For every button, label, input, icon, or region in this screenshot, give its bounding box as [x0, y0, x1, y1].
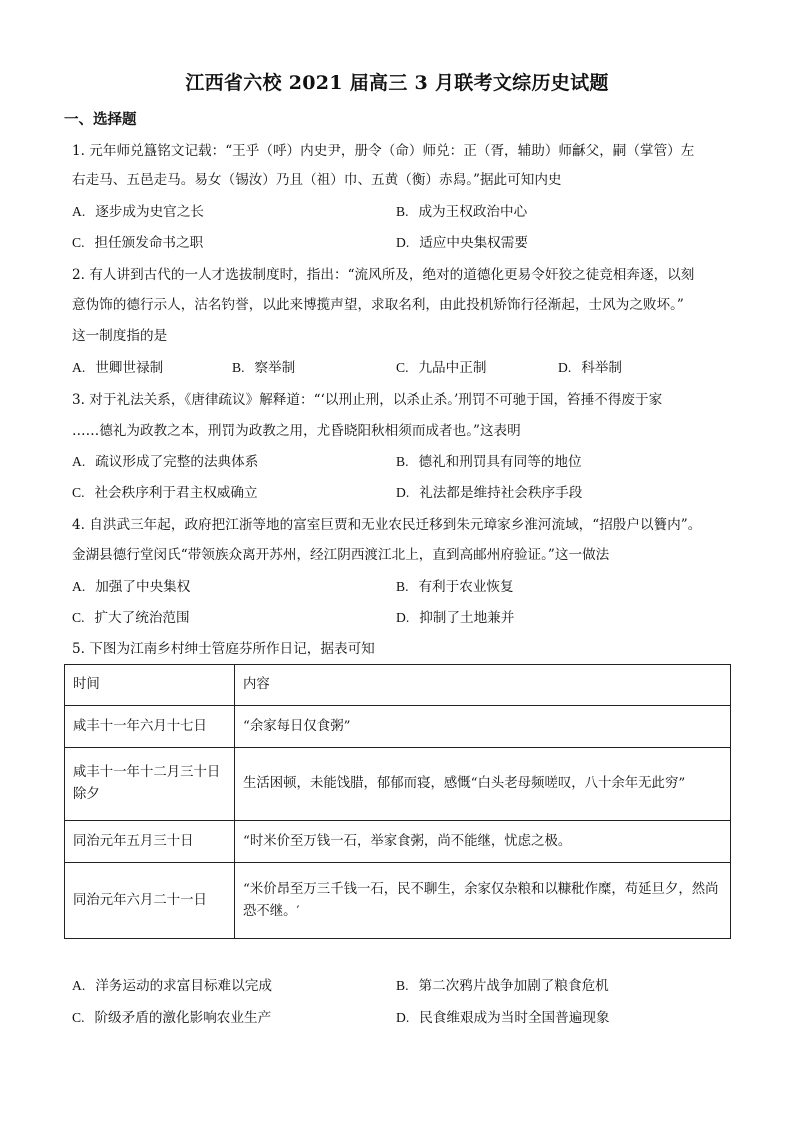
option-text: 德礼和刑罚具有同等的地位 [418, 454, 582, 470]
question-2-option-d[interactable] [558, 358, 622, 378]
question-1-option-c[interactable] [72, 233, 203, 253]
question-5-option-b[interactable] [396, 976, 609, 996]
option-letter: C. [72, 610, 85, 625]
option-text: 第二次鸦片战争加剧了粮食危机 [418, 978, 609, 994]
option-text: 适应中央集权需要 [419, 235, 528, 251]
question-5-option-d[interactable] [396, 1008, 610, 1028]
table-header-row [65, 665, 731, 706]
option-letter: C. [396, 360, 409, 375]
question-1-line-1: 1. 元年师兑簋铭文记载：“王乎（呼）内史尹，册令（命）师兑：正（胥，辅助）师龢父，嗣（掌管）左 [72, 143, 695, 159]
option-letter: A. [72, 360, 86, 375]
question-2-line-1: 2. 有人讲到古代的一人才选拔制度时，指出：“流风所及，绝对的道德化更易令奸狡之徒竞相奔逐，以刻 [72, 267, 695, 283]
table-cell-time [65, 748, 235, 821]
option-letter: B. [232, 360, 245, 375]
question-5-option-c[interactable] [72, 1008, 271, 1028]
question-3-option-b[interactable] [396, 452, 582, 472]
option-letter: A. [72, 454, 86, 469]
question-2-option-c[interactable] [396, 358, 486, 378]
table-cell-time: 同治元年六月二十一日 [65, 863, 235, 939]
option-text: 扩大了统治范围 [94, 610, 190, 626]
option-text: 加强了中央集权 [95, 579, 191, 595]
question-2-line-3: 这一制度指的是 [72, 328, 168, 344]
table-cell-time: 咸丰十一年六月十七日 [65, 706, 235, 748]
option-text: 疏议形成了完整的法典体系 [95, 454, 259, 470]
option-letter: D. [396, 610, 410, 625]
option-text: 民食维艰成为当时全国普遍现象 [419, 1010, 610, 1026]
option-text: 世卿世禄制 [95, 360, 164, 376]
option-letter: A. [72, 978, 86, 993]
table-header-time: 时间 [65, 665, 235, 706]
question-1-option-b[interactable] [396, 202, 527, 222]
section-heading: 一、选择题 [64, 111, 137, 128]
question-2-line-2: 意伪饰的德行示人，沽名钓誉，以此来博揽声望，求取名利，由此投机矫饰行径渐起，士风为之败坏。” [72, 297, 684, 313]
option-letter: D. [396, 235, 410, 250]
option-text: 逐步成为史官之长 [95, 204, 204, 220]
table-cell-content [235, 863, 731, 939]
option-letter: B. [396, 978, 409, 993]
table-row [65, 821, 731, 863]
table-cell-time-text: 咸丰十一年十二月三十日除夕 [73, 765, 221, 802]
table-cell-content-text: 生活困顿，未能饯腊，郁郁而寝，感慨“白头老母频嗟叹，八十余年无此穷” [243, 776, 686, 791]
table-row [65, 748, 731, 821]
option-letter: C. [72, 235, 85, 250]
option-text: 有利于农业恢复 [418, 579, 514, 595]
question-3-line-1: 3. 对于礼法关系，《唐律疏议》解释道：“‘以刑止刑，以杀止杀。’刑罚不可驰于国，笞捶不得废于家 [72, 392, 663, 408]
table-cell-content: “时米价至万钱一石，举家食粥，尚不能继，忧虑之极。 [235, 821, 731, 863]
question-1-option-d[interactable] [396, 233, 528, 253]
option-text: 九品中正制 [418, 360, 487, 376]
question-4-option-c[interactable] [72, 608, 190, 628]
table-row [65, 863, 731, 939]
question-4-line-2: 金湖县德行堂闵氏“带领族众离开苏州，经江阴西渡江北上，直到高邮州府验证。”这一做法 [72, 547, 610, 563]
question-4-option-b[interactable] [396, 577, 514, 597]
question-1-option-a[interactable] [72, 202, 204, 222]
option-text: 科举制 [581, 360, 622, 376]
option-letter: B. [396, 454, 409, 469]
page-title: 江西省六校 2021 届高三 3 月联考文综历史试题 [185, 72, 609, 94]
question-3-option-d[interactable] [396, 483, 582, 503]
question-2-option-a[interactable] [72, 358, 163, 378]
question-1-line-2: 右走马、五邑走马。易女（锡汝）乃且（祖）巾、五黄（衡）赤舄。”据此可知内史 [72, 172, 562, 188]
option-letter: D. [396, 485, 410, 500]
question-4-option-d[interactable] [396, 608, 514, 628]
table-row [65, 706, 731, 748]
option-letter: D. [558, 360, 572, 375]
question-3-option-a[interactable] [72, 452, 258, 472]
option-text: 成为王权政治中心 [418, 204, 528, 220]
option-letter: A. [72, 579, 86, 594]
option-text: 社会秩序利于君主权威确立 [94, 485, 258, 501]
option-text: 礼法都是维持社会秩序手段 [419, 485, 583, 501]
table-header-content: 内容 [235, 665, 731, 706]
question-3-option-c[interactable] [72, 483, 258, 503]
table-cell-content-text: “米价昂至万三千钱一石，民不聊生，余家仅杂粮和以糠秕作糜，苟延旦夕，然尚恐不继。′ [243, 881, 719, 919]
question-4-line-1: 4. 自洪武三年起，政府把江浙等地的富室巨贾和无业农民迁移到朱元璋家乡淮河流域，“招殷户以籫内”。 [72, 517, 702, 533]
option-text: 阶级矛盾的激化影响农业生产 [94, 1010, 272, 1026]
question-5-option-a[interactable] [72, 976, 272, 996]
question-5-line-1: 5. 下图为江南乡村绅士管庭芬所作日记，据表可知 [72, 641, 375, 657]
option-letter: B. [396, 204, 409, 219]
table-cell-content: “余家每日仅食粥” [235, 706, 731, 748]
option-letter: A. [72, 204, 86, 219]
diary-table [64, 664, 731, 939]
question-4-option-a[interactable] [72, 577, 190, 597]
option-letter: B. [396, 579, 409, 594]
table-cell-content [235, 748, 731, 821]
question-2-option-b[interactable] [232, 358, 295, 378]
question-3-line-2: ……德礼为政教之本，刑罚为政教之用，尤昏晓阳秋相须而成者也。”这表明 [72, 423, 521, 439]
option-letter: D. [396, 1010, 410, 1025]
option-text: 担任颁发命书之职 [94, 235, 204, 251]
option-text: 洋务运动的求富目标难以完成 [95, 978, 272, 994]
option-text: 抑制了土地兼并 [419, 610, 515, 626]
option-letter: C. [72, 1010, 85, 1025]
table-cell-time: 同治元年五月三十日 [65, 821, 235, 863]
option-letter: C. [72, 485, 85, 500]
option-text: 察举制 [254, 360, 296, 376]
